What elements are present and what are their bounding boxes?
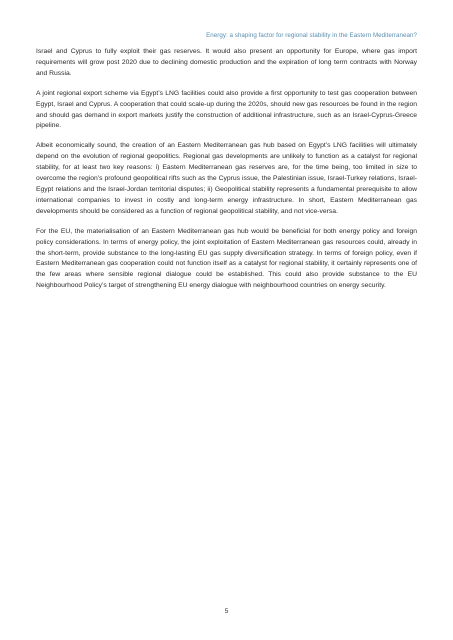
paragraph: Albeit economically sound, the creation of an Eastern Mediterranean gas hub based on Egypt’s LNG facilities will ultimately depend on the evolution of regional geopolitics. Regional gas developments are unlikely to function as a catalyst for regional stability, for at least two key reasons: i) Eastern Mediterranean gas reserves are, for the time being, too limited in size to overcome the region’s profound geopolitical rifts such as the Cyprus issue, the Palestinian issue, Israel-Turkey relations, Israel-Egypt relations and the Israel-Jordan territorial disputes; ii) Geopolitical stability represents a fundamental prerequisite to allow international companies to invest in costly and long-term energy infrastructure. In short, Eastern Mediterranean gas developments should be considered as a function of regional geopolitical stability, and not vice-versa. — [36, 142, 417, 215]
paragraph: A joint regional export scheme via Egypt’s LNG facilities could also provide a first opportunity to test gas cooperation between Egypt, Israel and Cyprus. A cooperation that could scale-up during the 2020s, should new gas resources be found in the region and should gas demand in export markets justify the construction of additional infrastructure, such as an Israel-Cyprus-Greece pipeline. — [36, 89, 417, 130]
body-text — [36, 47, 417, 301]
paragraph: For the EU, the materialisation of an Eastern Mediterranean gas hub would be beneficial for both energy policy and foreign policy considerations. In terms of energy policy, the joint exploitation of Eastern Mediterranean gas resources could, already in the short-term, provide substance to the long-lasting EU gas supply diversification strategy. In terms of foreign policy, even if Eastern Mediterranean gas cooperation could not function itself as a catalyst for regional stability, it certainly represents one of the few areas where sensible regional dialogue could be established. This could also provide substance to the EU Neighbourhood Policy’s target of strengthening EU energy dialogue with neighbourhood countries on energy security. — [36, 227, 417, 290]
page-number: 5 — [224, 608, 229, 615]
paragraph: Israel and Cyprus to fully exploit their gas reserves. It would also present an opportunity for Europe, where gas import requirements will grow post 2020 due to declining domestic production and the expiration of long term contracts with Norway and Russia. — [36, 48, 417, 77]
running-header: Energy: a shaping factor for regional stability in the Eastern Mediterranean? — [206, 32, 417, 39]
